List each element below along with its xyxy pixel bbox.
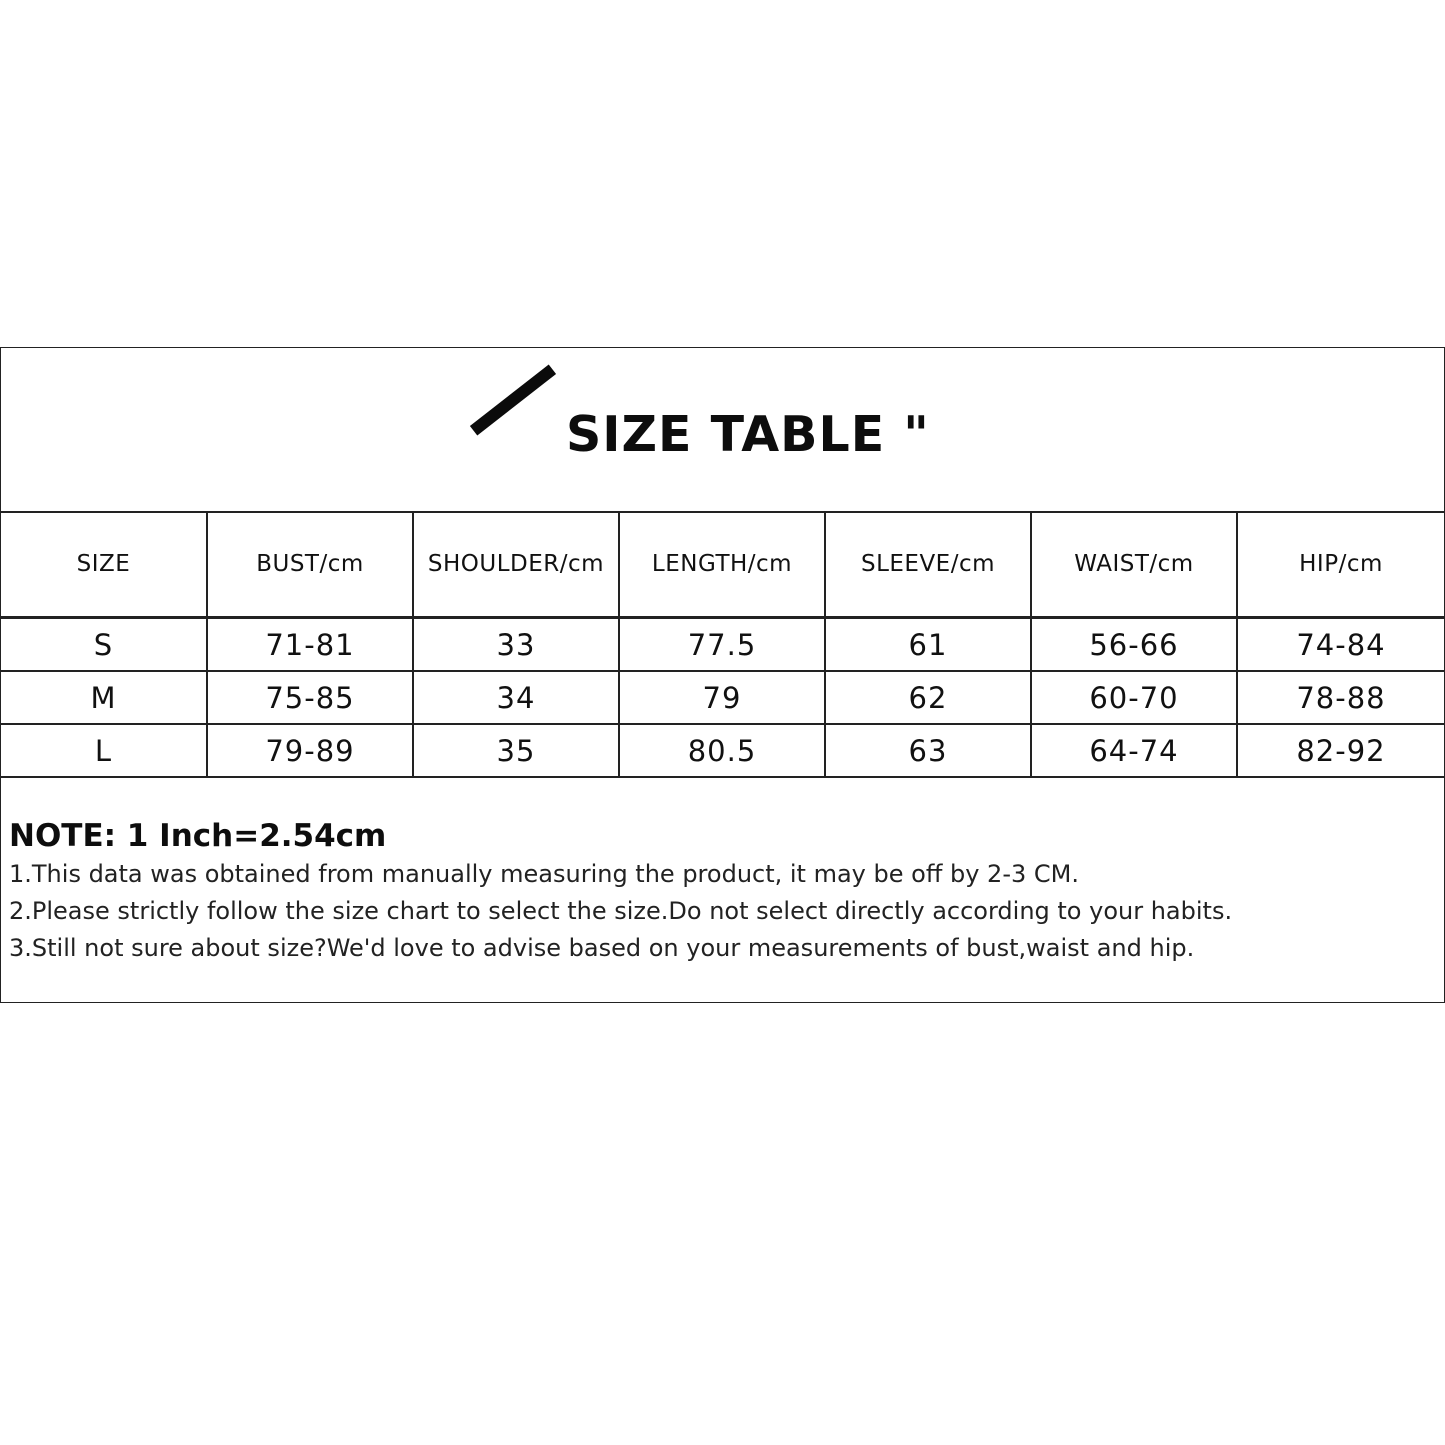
table-cell-waist: 60-70 [1031,671,1237,724]
column-header-bust: BUST/cm [207,512,413,618]
table-cell-sleeve: 63 [825,724,1031,777]
note-heading: NOTE: 1 Inch=2.54cm [9,818,387,854]
column-header-waist: WAIST/cm [1031,512,1237,618]
table-cell-shoulder: 34 [413,671,619,724]
table-cell-shoulder: 35 [413,724,619,777]
table-cell-sleeve: 62 [825,671,1031,724]
size-table [1,512,1444,778]
table-cell-hip: 78-88 [1237,671,1444,724]
table-cell-hip: 82-92 [1237,724,1444,777]
table-cell-bust: 79-89 [207,724,413,777]
column-header-hip: HIP/cm [1237,512,1444,618]
notes-section [9,816,1429,967]
table-header-row [1,512,1444,618]
table-row [1,671,1444,724]
column-header-shoulder: SHOULDER/cm [413,512,619,618]
table-cell-waist: 64-74 [1031,724,1237,777]
column-header-length: LENGTH/cm [619,512,825,618]
table-cell-length: 80.5 [619,724,825,777]
table-cell-hip: 74-84 [1237,618,1444,672]
title-area [1,348,1444,513]
note-line: 1.This data was obtained from manually measuring the product, it may be off by 2-3 CM. [9,860,1079,888]
table-cell-size: S [1,618,207,672]
table-cell-bust: 75-85 [207,671,413,724]
table-row [1,724,1444,777]
table-cell-shoulder: 33 [413,618,619,672]
size-chart-card [0,347,1445,1003]
column-header-sleeve: SLEEVE/cm [825,512,1031,618]
column-header-size: SIZE [1,512,207,618]
table-cell-length: 79 [619,671,825,724]
note-line: 2.Please strictly follow the size chart to select the size.Do not select directly according to your habits. [9,897,1233,925]
table-cell-bust: 71-81 [207,618,413,672]
page-title: SIZE TABLE " [566,406,930,463]
table-cell-sleeve: 61 [825,618,1031,672]
note-line: 3.Still not sure about size?We'd love to advise based on your measurements of bust,waist and hip. [9,934,1195,962]
table-cell-size: M [1,671,207,724]
table-row [1,618,1444,672]
table-cell-size: L [1,724,207,777]
slash-decoration-icon [470,364,556,435]
table-cell-waist: 56-66 [1031,618,1237,672]
table-cell-length: 77.5 [619,618,825,672]
